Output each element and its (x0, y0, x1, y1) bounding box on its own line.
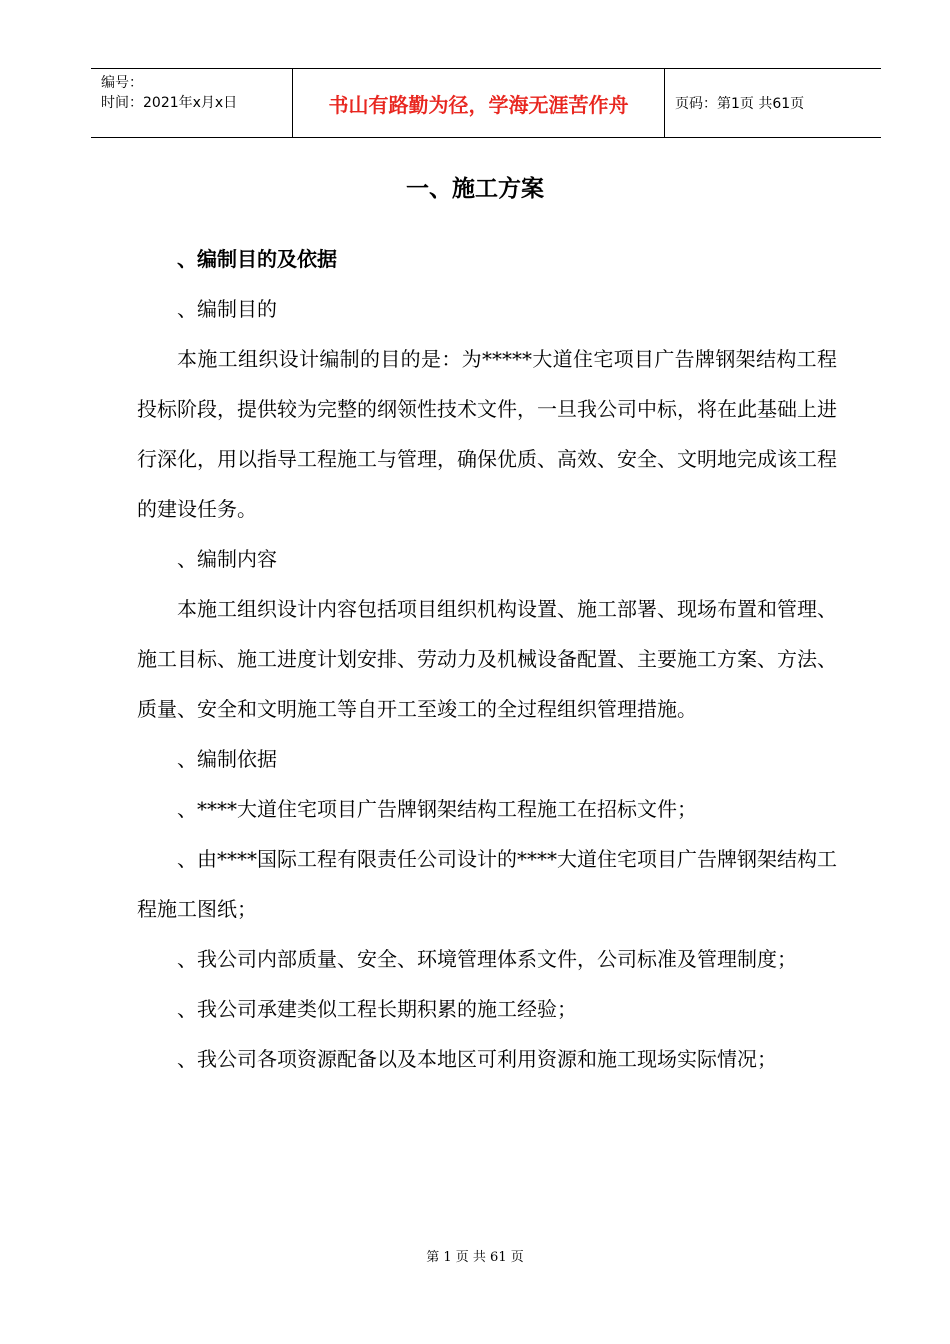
header-page-cell (665, 69, 881, 137)
paragraph-content: 本施工组织设计内容包括项目组织机构设置、施工部署、现场布置和管理、施工目标、施工进度计划安排、劳动力及机械设备配置、主要施工方案、方法、质量、安全和文明施工等自开工至竣工的全过程组织管理措施。 (137, 597, 837, 721)
time-label: 时间：2021年x月x日 (101, 95, 238, 111)
subsection-heading: 、编制目的 (177, 297, 277, 321)
basis-item: 、****大道住宅项目广告牌钢架结构工程施工在招标文件； (177, 797, 697, 821)
header-table (91, 68, 881, 138)
header-motto-cell (293, 69, 665, 137)
page-title: 一、施工方案 (406, 176, 544, 202)
basis-item: 、我公司承建类似工程长期积累的施工经验； (177, 997, 577, 1021)
subsection-heading: 、编制依据 (177, 747, 277, 771)
page-footer: 第 1 页 共 61 页 (426, 1250, 524, 1265)
basis-item: 、我公司内部质量、安全、环境管理体系文件，公司标准及管理制度； (177, 947, 797, 971)
basis-item: 、我公司各项资源配备以及本地区可利用资源和施工现场实际情况； (177, 1047, 777, 1071)
motto-text: 书山有路勤为径，学海无涯苦作舟 (328, 92, 629, 117)
header-meta-cell (91, 69, 293, 137)
serial-label: 编号： (101, 75, 143, 91)
paragraph-purpose: 本施工组织设计编制的目的是：为*****大道住宅项目广告牌钢架结构工程投标阶段，提供较为完整的纲领性技术文件，一旦我公司中标，将在此基础上进行深化，用以指导工程施工与管理，确保优质、高效、安全、文明地完成该工程的建设任务。 (137, 347, 837, 521)
page-label: 页码：第1页 共61页 (675, 96, 805, 112)
subsection-heading: 、编制内容 (177, 547, 277, 571)
basis-item: 、由****国际工程有限责任公司设计的****大道住宅项目广告牌钢架结构工程施工图纸； (137, 847, 837, 921)
section-heading: 、编制目的及依据 (177, 247, 337, 271)
document-body (137, 234, 837, 1084)
